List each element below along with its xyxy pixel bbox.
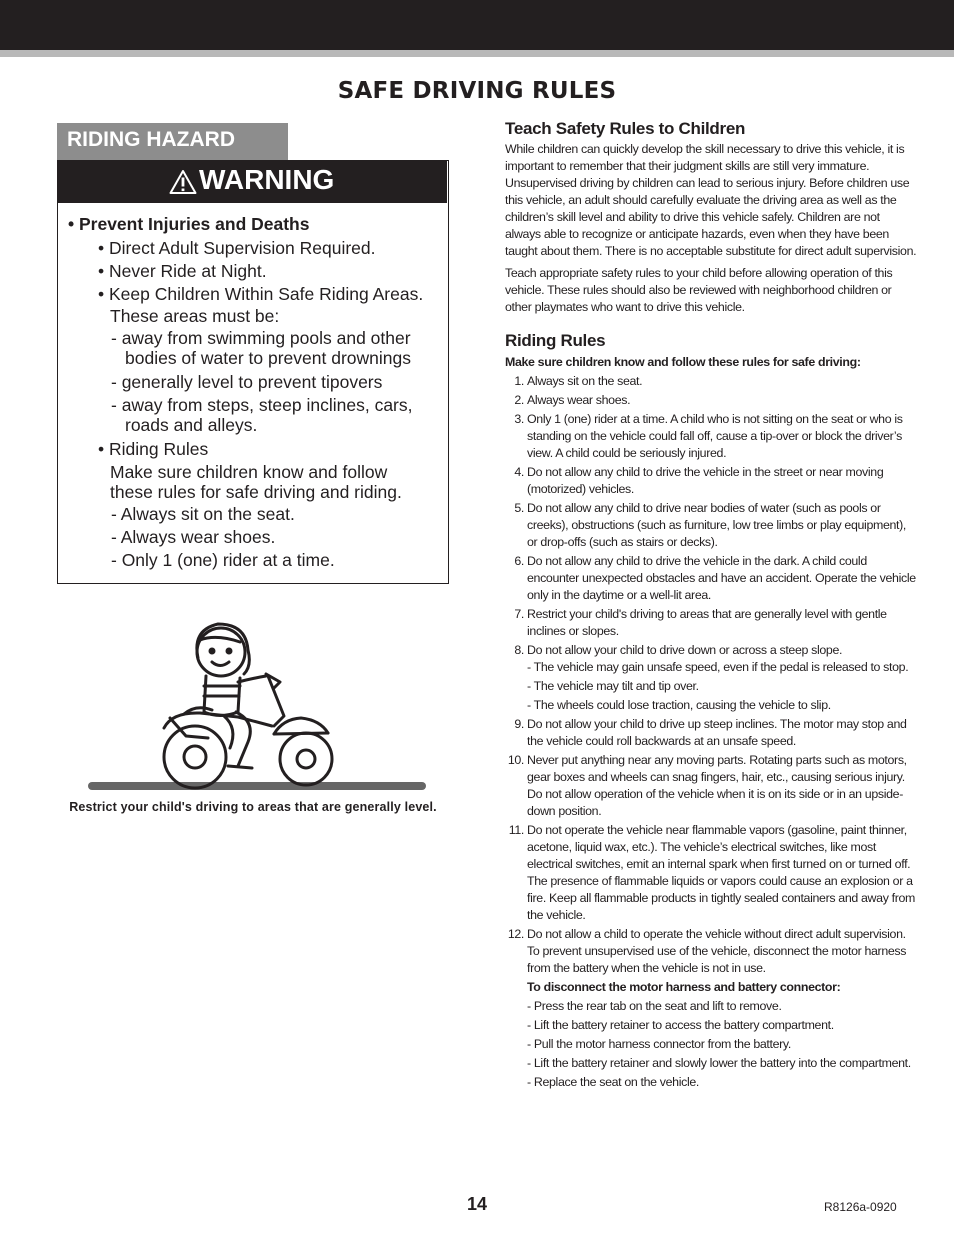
warning-line: • Never Ride at Night.: [98, 261, 267, 281]
warning-line: roads and alleys.: [125, 415, 258, 435]
list-item: 12. Do not allow a child to operate the vehicle without direct adult supervision. To prevent unsupervised use of the vehicle, disconnect the motor harness from the battery when the vehicle is not in use. To disconnect the motor harness and battery connector: - Press the rear tab on the seat and lift to remove. - Lift the battery retainer to access the battery compartment. - Pull the motor harness connector from the battery. - Lift the battery retainer and slowly lower the battery into the compartment. - Replace the seat on the vehicle.: [505, 926, 917, 1091]
list-subitem: - The vehicle may gain unsafe speed, even if the pedal is released to stop.: [527, 660, 909, 674]
illustration-caption: Restrict your child's driving to areas that are generally level.: [69, 800, 437, 814]
riding-hazard-tab: RIDING HAZARD: [57, 123, 288, 160]
warning-line: • Keep Children Within Safe Riding Areas.: [98, 284, 424, 304]
right-column: [505, 118, 917, 1093]
child-riding-illustration: [88, 616, 428, 796]
disconnect-subheading: To disconnect the motor harness and battery connector:: [527, 980, 841, 994]
list-item: 1. Always sit on the seat.: [514, 374, 643, 388]
list-subitem: - Lift the battery retainer and slowly lower the battery into the compartment.: [527, 1056, 911, 1070]
riding-rules-heading: Riding Rules: [505, 331, 606, 350]
list-subitem: - Lift the battery retainer to access the battery compartment.: [527, 1018, 834, 1032]
list-subitem: - Replace the seat on the vehicle.: [527, 1075, 700, 1089]
list-item: 11. Do not operate the vehicle near flammable vapors (gasoline, paint thinner, acetone, liquid wax, etc.). The vehicle’s electrical switches, like most electrical switches, emit an internal spark when first turned on or turned off. The presence of flammable liquids or vapors could cause an explosion or a fire. Keep all flammable products in tightly sealed containers and away from the vehicle.: [508, 823, 916, 922]
list-item: 2. Always wear shoes.: [514, 393, 631, 407]
teach-paragraph-2: Teach appropriate safety rules to your child before allowing operation of this vehicle. These rules should also be reviewed with neighborhood children or other playmates who want to drive this vehicle.: [505, 266, 893, 314]
warning-header: [58, 161, 447, 203]
warning-line: - generally level to prevent tipovers: [111, 372, 383, 392]
warning-line: • Riding Rules: [98, 439, 209, 459]
list-subitem: - The wheels could lose traction, causing the vehicle to slip.: [527, 698, 831, 712]
list-item: 4. Do not allow any child to drive the vehicle in the street or near moving (motorized) vehicles.: [514, 465, 884, 496]
warning-line: These areas must be:: [110, 306, 280, 326]
teach-paragraph-1: While children can quickly develop the skill necessary to drive this vehicle, it is important to remember that their judgment skills are still very immature. Unsupervised driving by children can lead to serious injury. Before children use this vehicle, an adult should carefully evaluate the driving area as well as the children’s skill level and ability to drive this vehicle safely. Children are not always able to recognize or anticipate hazards, even when they have been taught about them. There is no acceptable substitute for direct adult supervision.: [505, 142, 917, 258]
warning-line: • Direct Adult Supervision Required.: [98, 238, 376, 258]
header-bar: [0, 0, 954, 50]
list-subitem: - Pull the motor harness connector from the battery.: [527, 1037, 791, 1051]
list-item: 5. Do not allow any child to drive near bodies of water (such as pools or creeks), obstructions (such as furniture, low tree limbs or play equipment), or drop-offs (such as stairs or decks).: [514, 501, 907, 549]
warning-line: - Always wear shoes.: [111, 527, 276, 547]
list-subitem: - Press the rear tab on the seat and lift to remove.: [527, 999, 782, 1013]
warning-box: [57, 160, 449, 584]
warning-line: - away from steps, steep inclines, cars,: [111, 395, 413, 415]
list-item: 3. Only 1 (one) rider at a time. A child who is not sitting on the seat or who is standing on the vehicle could fall off, cause a tip-over or block the driver’s view. A child could be seriously injured.: [514, 412, 903, 460]
riding-rules-lead: Make sure children know and follow these rules for safe driving:: [505, 355, 861, 369]
list-subitem: - The vehicle may tilt and tip over.: [527, 679, 699, 693]
document-code: R8126a-0920: [824, 1200, 897, 1214]
warning-line: these rules for safe driving and riding.: [110, 482, 402, 502]
list-item: 7. Restrict your child's driving to areas that are generally level with gentle inclines or slopes.: [514, 607, 887, 638]
warning-line: • Prevent Injuries and Deaths: [68, 214, 310, 234]
list-item: 6. Do not allow any child to drive the vehicle in the dark. A child could encounter unexpected obstacles and have an accident. Operate the vehicle only in the daytime or a well-lit area.: [514, 554, 916, 602]
list-item: 8. Do not allow your child to drive down or across a steep slope. - The vehicle may gain unsafe speed, even if the pedal is released to stop. - The vehicle may tilt and tip over. - The wheels could lose traction, causing the vehicle to slip.: [505, 642, 917, 714]
warning-line: - away from swimming pools and other: [111, 328, 411, 348]
page-title: SAFE DRIVING RULES: [337, 78, 617, 104]
list-item: 9. Do not allow your child to drive up steep inclines. The motor may stop and the vehicle could roll backwards at an unsafe speed.: [514, 717, 907, 748]
riding-rules-list: [505, 373, 917, 1091]
page-number: 14: [466, 1194, 488, 1214]
warning-line: Make sure children know and follow: [110, 462, 388, 482]
warning-line: bodies of water to prevent drownings: [125, 348, 411, 368]
warning-line: - Always sit on the seat.: [111, 504, 295, 524]
list-item: 10. Never put anything near any moving parts. Rotating parts such as motors, gear boxes and wheels can snag fingers, hair, etc., causing serious injury. Do not allow operation of the vehicle when it is on its side or in an upside-down position.: [507, 753, 907, 818]
teach-heading: Teach Safety Rules to Children: [505, 119, 746, 138]
header-rule: [0, 50, 954, 57]
warning-line: - Only 1 (one) rider at a time.: [111, 550, 335, 570]
warning-triangle-icon: [169, 169, 197, 195]
warning-heading: WARNING: [199, 164, 335, 195]
